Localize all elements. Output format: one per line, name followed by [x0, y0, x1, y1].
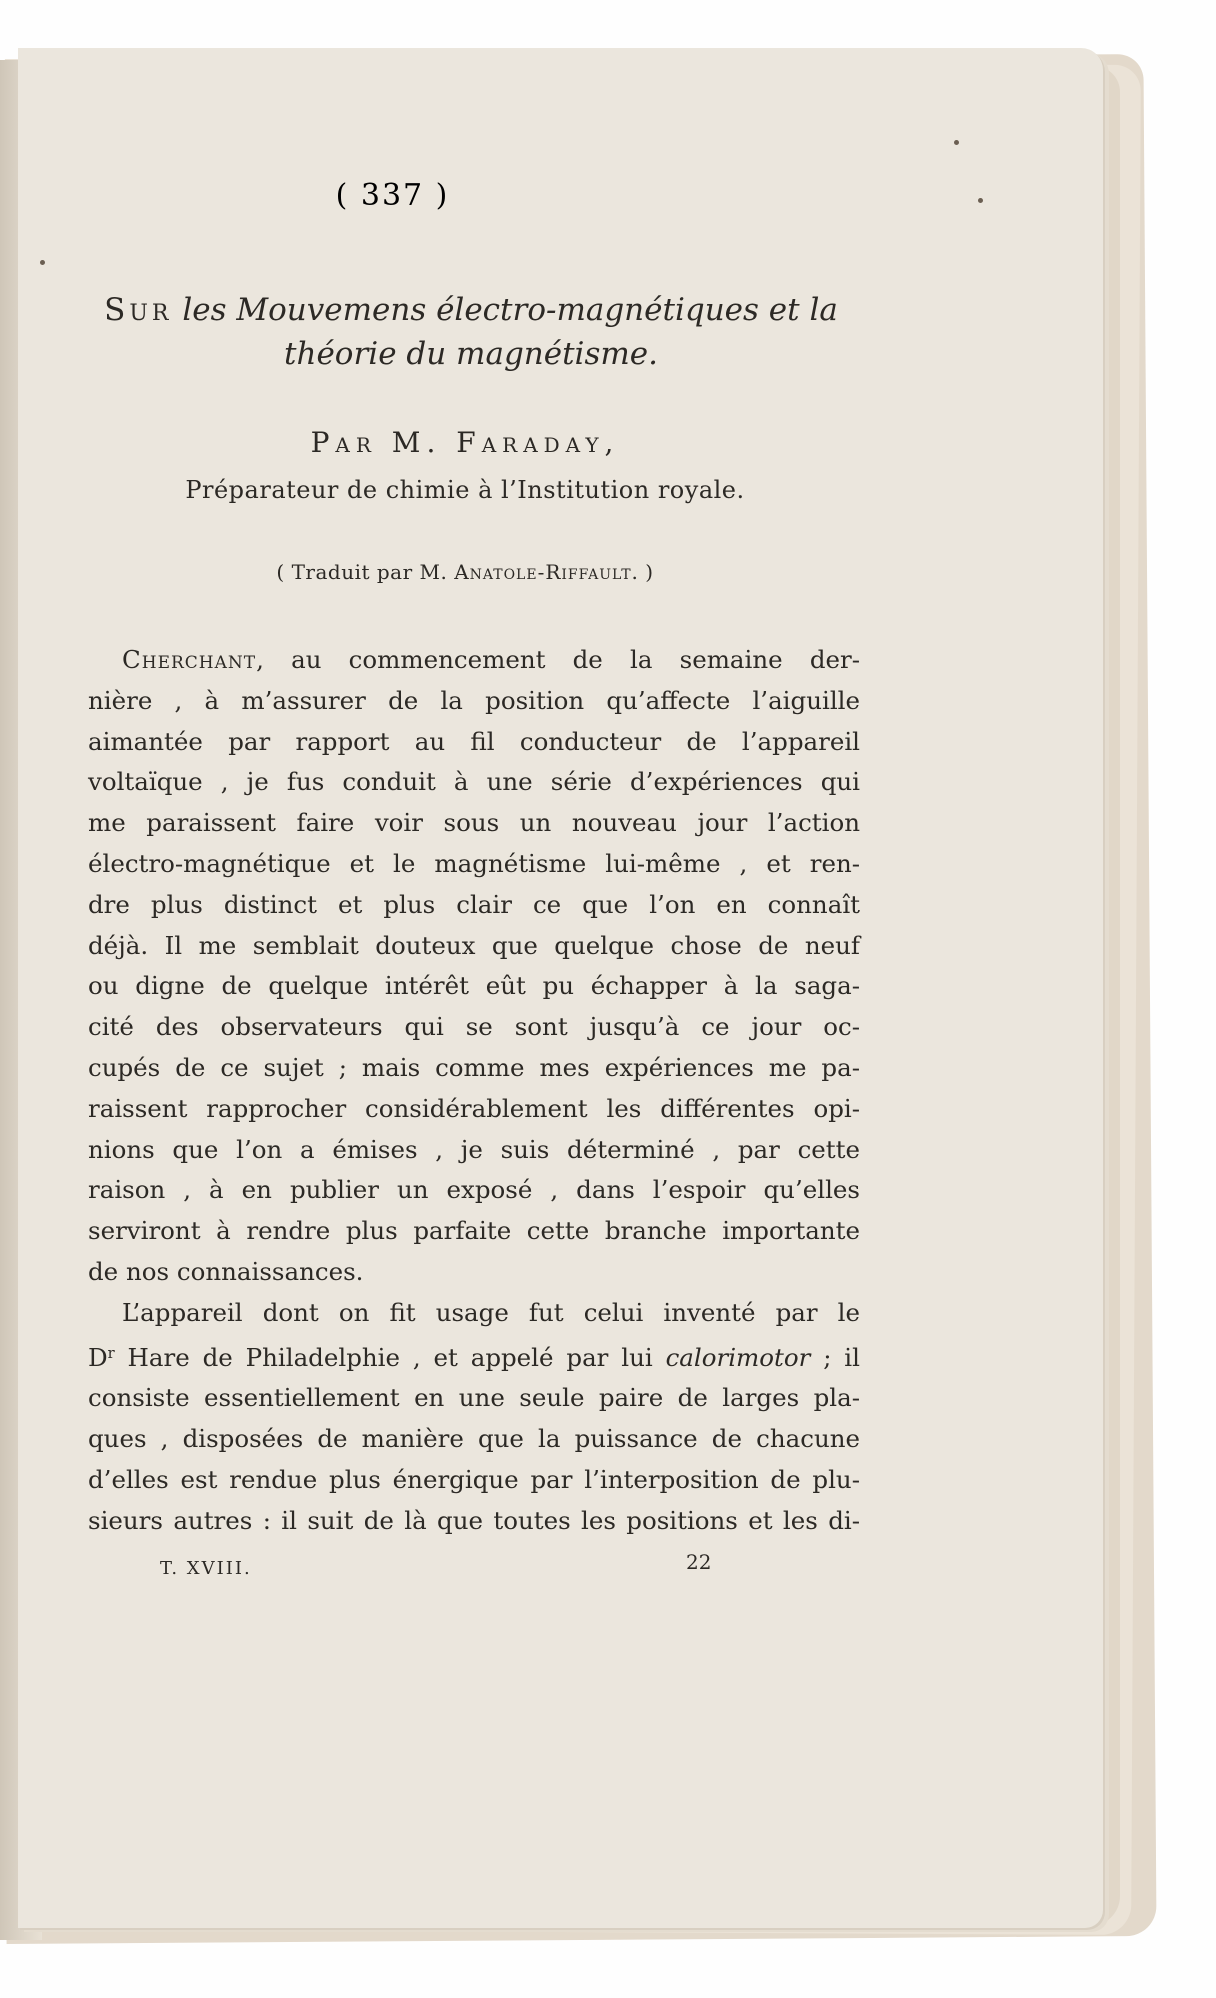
- text-line: d’elles est rendue plus énergique par l’interposition de plu-: [88, 1464, 860, 1494]
- text-line: me paraissent faire voir sous un nouveau jour l’action: [88, 808, 860, 838]
- text-line: L’appareil dont on fit usage fut celui inventé par le: [122, 1297, 860, 1327]
- text-line: $D^r$ Hare de Philadelphie , et appelé par lui calorimotor ; il: [88, 1342, 860, 1372]
- title-lead: Sur: [104, 292, 173, 328]
- text-line: raissent rapprocher considérablement les différentes opi-: [88, 1093, 860, 1123]
- text-line: cité des observateurs qui se sont jusqu’à ce jour oc-: [88, 1012, 860, 1042]
- paragraph-1: [88, 640, 860, 1293]
- text-line: consiste essentiellement en une seule paire de larges pla-: [88, 1383, 860, 1413]
- paper-speck: [40, 260, 45, 265]
- body-text: [88, 640, 860, 1542]
- text-line: déjà. Il me semblait douteux que quelque chose de neuf: [88, 930, 860, 960]
- text-line: voltaïque , je fus conduit à une série d’expériences qui: [88, 767, 860, 797]
- paper-speck: [978, 198, 983, 203]
- text-line: Cherchant, au commencement de la semaine der-: [122, 645, 860, 674]
- text-line: sieurs autres : il suit de là que toutes les positions et les di-: [88, 1505, 860, 1535]
- text-line: nions que l’on a émises , je suis déterminé , par cette: [88, 1134, 860, 1164]
- text-line: dre plus distinct et plus clair ce que l’on en connaît: [88, 889, 860, 919]
- italic-term: calorimotor: [665, 1342, 811, 1372]
- paper-speck: [954, 140, 959, 145]
- translator-name: Anatole-Riffault: [454, 560, 632, 584]
- gathering-signature: 22: [686, 1550, 712, 1574]
- text-line: cupés de ce sujet ; mais comme mes expériences me pa-: [88, 1052, 860, 1082]
- paragraph-lead-word: Cherchant: [122, 645, 257, 674]
- text-line: aimantée par rapport au fil conducteur de l’appareil: [88, 726, 860, 756]
- book-page: [18, 48, 1103, 1928]
- affiliation-line: Préparateur de chimie à l’Institution royale.: [185, 476, 745, 504]
- translator-line: ( Traduit par M. Anatole-Riffault. ): [276, 560, 654, 584]
- author-line: Par M. Faraday,: [310, 426, 620, 459]
- text-line: serviront à rendre plus parfaite cette branche importante: [88, 1216, 860, 1246]
- text-line: raison , à en publier un exposé , dans l’espoir qu’elles: [88, 1175, 860, 1205]
- volume-signature: T. XVIII.: [160, 1558, 252, 1579]
- article-title: [76, 288, 866, 376]
- text-line: nière , à m’assurer de la position qu’affecte l’aiguille: [88, 685, 860, 715]
- title-rest: les Mouvemens électro-magnétiques et la théorie du magnétisme.: [172, 292, 838, 372]
- text-line: électro-magnétique et le magnétisme lui-même , et ren-: [88, 848, 860, 878]
- text-line: ques , disposées de manière que la puissance de chacune: [88, 1424, 860, 1454]
- paragraph-2: [88, 1293, 860, 1542]
- text-line: de nos connaissances.: [88, 1256, 364, 1286]
- page-number: ( 337 ): [335, 178, 450, 213]
- text-line: ou digne de quelque intérêt eût pu échapper à la saga-: [88, 971, 860, 1001]
